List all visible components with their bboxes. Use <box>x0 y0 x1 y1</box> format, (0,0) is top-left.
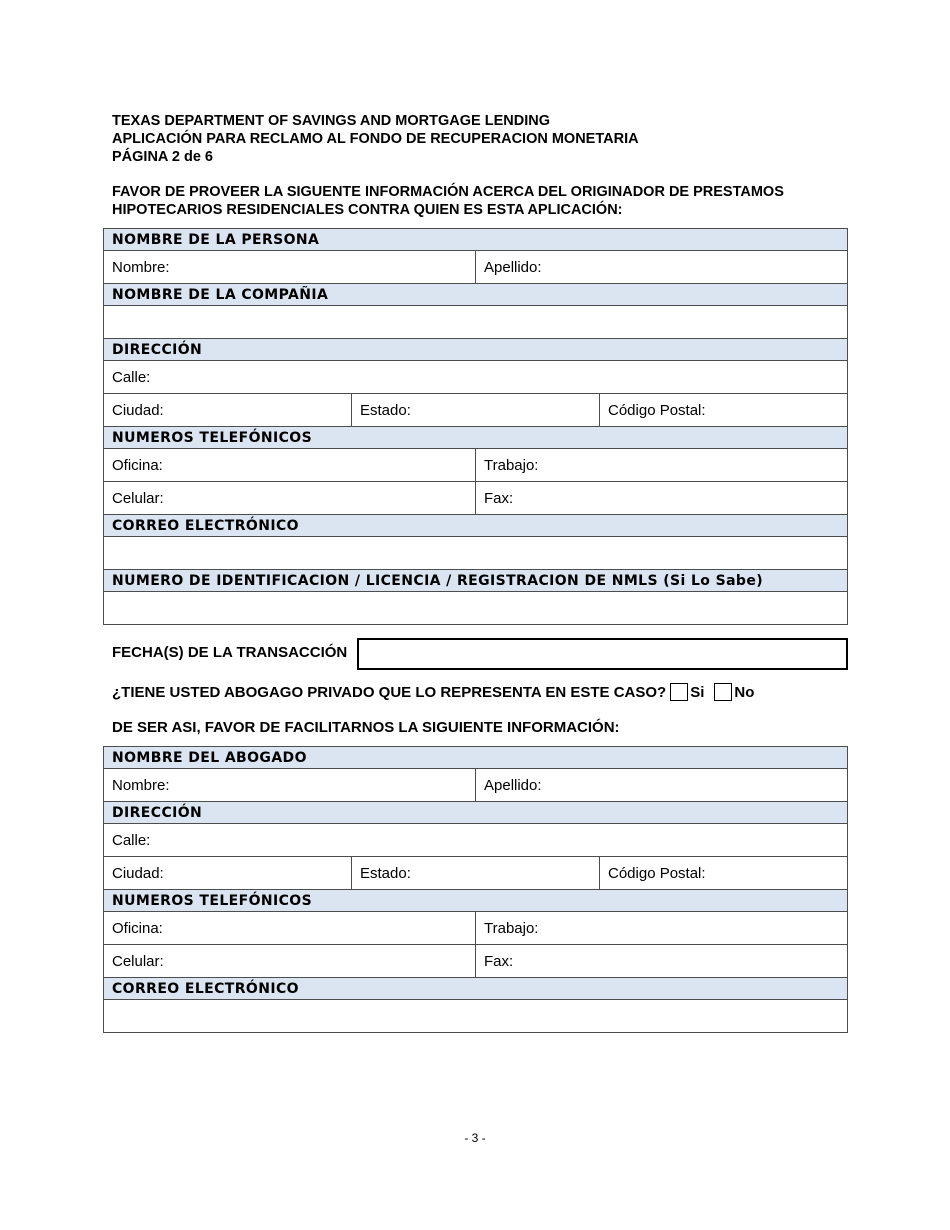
section-address: DIRECCIÓN <box>104 339 848 361</box>
section-attorney-name: NOMBRE DEL ABOGADO <box>104 747 848 769</box>
page-number: - 3 - <box>464 1131 486 1145</box>
cell-phone-field[interactable]: Celular: <box>104 482 476 515</box>
instructions <box>112 183 852 219</box>
attorney-question <box>112 683 754 701</box>
instructions-line-1: FAVOR DE PROVEER LA SIGUENTE INFORMACIÓN ACERCA DEL ORIGINADOR DE PRESTAMOS <box>112 184 784 200</box>
transaction-date-label: FECHA(S) DE LA TRANSACCIÓN <box>112 644 348 661</box>
state-field[interactable]: Estado: <box>352 394 600 427</box>
section-attorney-email: CORREO ELECTRÓNICO <box>104 978 848 1000</box>
attorney-street-field[interactable]: Calle: <box>104 824 848 857</box>
yes-checkbox[interactable] <box>670 683 688 701</box>
email-field[interactable] <box>104 537 848 570</box>
yes-label: Si <box>690 683 705 701</box>
section-company-name: NOMBRE DE LA COMPAÑIA <box>104 284 848 306</box>
last-name-field[interactable]: Apellido: <box>476 251 848 284</box>
section-attorney-address: DIRECCIÓN <box>104 802 848 824</box>
company-name-field[interactable] <box>104 306 848 339</box>
city-field[interactable]: Ciudad: <box>104 394 352 427</box>
attorney-first-name-field[interactable]: Nombre: <box>104 769 476 802</box>
attorney-info-request: DE SER ASI, FAVOR DE FACILITARNOS LA SIGUIENTE INFORMACIÓN: <box>112 719 620 736</box>
attorney-last-name-field[interactable]: Apellido: <box>476 769 848 802</box>
attorney-cell-phone-field[interactable]: Celular: <box>104 945 476 978</box>
attorney-table <box>103 746 848 1033</box>
agency-name: TEXAS DEPARTMENT OF SAVINGS AND MORTGAGE LENDING <box>112 113 550 129</box>
section-person-name: NOMBRE DE LA PERSONA <box>104 229 848 251</box>
attorney-email-field[interactable] <box>104 1000 848 1033</box>
attorney-city-field[interactable]: Ciudad: <box>104 857 352 890</box>
zip-field[interactable]: Código Postal: <box>600 394 848 427</box>
form-title: APLICACIÓN PARA RECLAMO AL FONDO DE RECUPERACION MONETARIA <box>112 131 639 147</box>
instructions-line-2: HIPOTECARIOS RESIDENCIALES CONTRA QUIEN ES ESTA APLICACIÓN: <box>112 202 623 218</box>
nmls-field[interactable] <box>104 592 848 625</box>
office-phone-field[interactable]: Oficina: <box>104 449 476 482</box>
section-attorney-phones: NUMEROS TELEFÓNICOS <box>104 890 848 912</box>
attorney-question-text: ¿TIENE USTED ABOGAGO PRIVADO QUE LO REPRESENTA EN ESTE CASO? <box>112 683 667 701</box>
section-nmls: NUMERO DE IDENTIFICACION / LICENCIA / REGISTRACION DE NMLS (Si Lo Sabe) <box>104 570 848 592</box>
attorney-fax-field[interactable]: Fax: <box>476 945 848 978</box>
no-label: No <box>734 683 755 701</box>
originator-table <box>103 228 848 625</box>
fax-field[interactable]: Fax: <box>476 482 848 515</box>
work-phone-field[interactable]: Trabajo: <box>476 449 848 482</box>
attorney-work-phone-field[interactable]: Trabajo: <box>476 912 848 945</box>
section-phone-numbers: NUMEROS TELEFÓNICOS <box>104 427 848 449</box>
section-email: CORREO ELECTRÓNICO <box>104 515 848 537</box>
street-field[interactable]: Calle: <box>104 361 848 394</box>
transaction-date-field[interactable] <box>357 638 848 670</box>
first-name-field[interactable]: Nombre: <box>104 251 476 284</box>
attorney-office-phone-field[interactable]: Oficina: <box>104 912 476 945</box>
no-checkbox[interactable] <box>714 683 732 701</box>
attorney-state-field[interactable]: Estado: <box>352 857 600 890</box>
document-header <box>112 112 639 166</box>
page-indicator: PÁGINA 2 de 6 <box>112 149 213 165</box>
attorney-zip-field[interactable]: Código Postal: <box>600 857 848 890</box>
